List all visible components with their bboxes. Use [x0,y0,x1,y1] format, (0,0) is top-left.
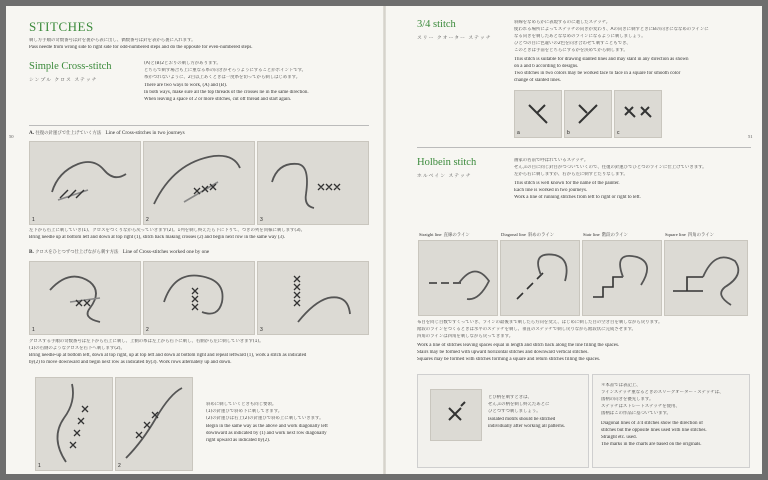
note-right-jp-3: 図柄の向きを優先します。 [601,397,654,402]
stitch-illustration [431,390,481,440]
note-right-jp-5: 図柄はこの作品に基づいています。 [601,411,671,416]
note-right-jp-4: ステッチはストレートステッチを使用、 [601,404,680,409]
stitch-illustration [419,241,497,315]
three-quarter-photo-c [614,90,662,138]
photo-a-2 [143,141,255,225]
three-quarter-desc-en-3: Two stitches in two colors may be worked face to face in a square for smooth color [514,71,681,76]
three-quarter-photo-a [514,90,562,138]
photo-b-3-number: 3 [260,327,263,333]
bottom-caption-jp-1: 斜めに刺していくときも同じ要領。 [206,402,277,407]
three-quarter-desc-jp-2: 使われる場所によってステッチの向きが変わり、Aの向きに刺すときにBの向きにななめのラインに [514,27,709,32]
holbein-subtitle-jp: ホルベイン ステッチ [417,174,472,179]
step-a-title-jp: 往復の針運びで仕上げていく方法 [35,131,102,136]
stitch-illustration [144,262,254,334]
book-gutter [383,6,386,474]
stitch-illustration [615,91,661,137]
note-right-en-2: stitches but the opposite lines used with line stitches. [601,428,707,433]
holbein-desc-jp-1: 画家の名前で呼ばれているステッチ。 [514,158,589,163]
holbein-caption-jp-1: 布目を同じ目数ですくっていき、ラインの最後まで刺したら方向を変え、はじめに刺した目の空き目を刺しながら戻ります。 [417,320,663,325]
step-b-caption-en-1: Bring needle-up at bottom left, down at top right, up at top left and down at bottom right and repeat leftward (1), work a stitch as indicated [29,353,307,358]
photo-b-2 [143,261,255,335]
three-quarter-subtitle-jp: スリー クオーター ステッチ [417,36,492,41]
stitch-illustration [501,241,579,315]
three-quarter-desc-jp-3: なる向きを刺したあとななめのラインになるように刺しましょう。 [514,34,646,39]
step-a-heading [29,130,185,136]
holbein-caption-en-2: Stairs may be formed with upward horizontal stitches and downward vertical stitches. [417,350,589,355]
note-left-jp-1: とび柄を刺すときは、 [488,395,532,400]
stitch-illustration [116,378,192,470]
stitch-illustration [30,142,140,224]
section-desc-en-1: There are two ways to work, (A) and (B). [144,83,228,88]
holbein-photo-stair [582,232,662,316]
stitch-illustration [144,142,254,224]
step-b-caption-en-2: by(2) to move downward and begin next row as indicated by(3). Work rows alternately up and down. [29,360,232,365]
book-spread [6,6,762,474]
three-quarter-desc-en-1: This stitch is suitable for drawing slanted lines and may slant in any direction as shown [514,57,689,62]
section-title-three-quarter: 3/4 stitch [417,19,456,30]
section-desc-jp-3: 糸がつれないように、2目以上あくときは一度糸を切ってから刺しはじめます。 [144,75,301,80]
holbein-desc-jp-2: ぜんぶの目に同じ針目がつづいていくので、往復の針運びでひとつのラインに仕上げていきます。 [514,165,707,170]
holbein-caption-jp-3: 四角のラインは四角を刺しながら戻ってきます。 [417,334,514,339]
holbein-label-diagonal [501,232,554,238]
step-b-title-en: Line of Cross-stitches worked one by one [122,249,210,255]
note-right-en-3: Straight etc. used. [601,435,637,440]
photo-b-1-number: 1 [32,327,35,333]
photo-b-1 [29,261,141,335]
photo-b-2-number: 2 [146,327,149,333]
stitch-illustration [258,262,368,334]
bottom-caption-en-1: Begin in the same way as the above and work diagonally left [206,424,328,429]
stitch-illustration [583,241,661,315]
step-b-label: B. [29,249,34,255]
photo-a-1-number: 1 [32,217,35,223]
photo-b-3 [257,261,369,335]
step-b-caption-jp-2: (1)の右側のようなクロスを右下へ刺します(2)。 [29,346,125,351]
stitch-illustration [515,91,561,137]
photo-a-3-number: 3 [260,217,263,223]
step-b-heading [29,249,209,255]
step-b-caption-jp-1: クロスする手順の奇数番号は左下から右上に刺し、上側の糸は左上から右下に刺し、右側から左に刺していきます(1)。 [29,339,264,344]
holbein-label-square [665,232,714,238]
three-quarter-desc-jp-1: 斜線をなめらかに表現するのに適したステッチ。 [514,20,611,25]
photo-a-2-number: 2 [146,217,149,223]
three-quarter-photo-b-letter: b [567,130,570,136]
section-title-simple-cross: Simple Cross-stitch [29,61,112,72]
note-right-jp-1: ＊本書では表記上、 [601,383,641,388]
holbein-caption-en-1: Work a line of stitches leaving spaces equal in length and stitch back along the line filling the spaces. [417,343,620,348]
holbein-desc-jp-3: 左から右に刺しますが、右から左に刺すとたりなします。 [514,172,628,177]
three-quarter-desc-jp-4: ひとつの目に色違いの2色を向き合わせて刺すこともでき、 [514,41,631,46]
holbein-label-square-en: Square line [665,232,686,237]
holbein-label-stair-jp: 階段のライン [601,233,628,238]
section-title-holbein: Holbein stitch [417,157,477,168]
stitch-illustration [30,262,140,334]
photo-bottom-1 [35,377,113,471]
note-left-en-1: Isolated motifs should be stitched [488,417,556,422]
holbein-desc-en-2: Each line is worked in two journeys. [514,188,588,193]
note-right-jp-2: ラインステッチ重なるときのスリークオーター・ステッチは、 [601,390,724,395]
note-left-en-2: individually after working all patterns. [488,424,566,429]
holbein-label-stair [583,232,628,238]
photo-bottom-2-number: 2 [118,463,121,469]
step-a-caption-jp: 左下から右上に刺していき(1)、クロスをつくりながら戻っていきます(2)。1列を刺し終えたら下に下りて、つぎの列を同様に刺します(3)。 [29,228,306,233]
holbein-label-diagonal-jp: 斜めのライン [527,233,555,238]
note-left-jp-3: ひとつずつ刺しましょう。 [488,409,541,414]
stitch-illustration [36,378,112,470]
photo-bottom-2 [115,377,193,471]
stitch-illustration [258,142,368,224]
intro-jp: 刺し方手順の奇数番号は針を裏から表に出し、偶数番号は針を表から裏に入れます。 [29,38,196,43]
holbein-caption-en-3: Squares may be formed with stitches forming a square and return stitches filling the spaces. [417,357,601,362]
three-quarter-desc-jp-5: このときは手前をどちらにするかを決めてから刺します。 [514,48,628,53]
holbein-label-stair-en: Stair line [583,232,600,237]
section-subtitle-jp: シンプル クロス ステッチ [29,78,98,83]
bottom-caption-jp-2: (1)の針運びで斜め下に刺してきます。 [206,409,283,414]
three-quarter-desc-en-2: on a and b according to designs. [514,64,579,69]
intro-en: Pass needle from wrong side to right side for odd-numbered steps and do the opposite for even-numbered steps. [29,45,253,50]
step-a-label: A. [29,130,35,136]
holbein-desc-en-3: Work a line of running stitches from left to right or right to left. [514,195,641,200]
photo-a-1 [29,141,141,225]
section-desc-en-2: In both ways, make sure all the top threads of the crosses lie in the same direction. [144,90,309,95]
section-desc-en-3: When leaving a space of 2 or more stitches, cut off thread and start again. [144,97,292,102]
note-right-en-4: The marks in the charts are based on the originals. [601,442,702,447]
bottom-caption-en-2: downward as indicated by (1) and work next row diagonally [206,431,327,436]
note-chart-marks [592,374,750,468]
bottom-caption-jp-3: (2)の針運びは右上(2)の針運びで斜め上に刺していきます。 [206,416,324,421]
note-left-jp-2: ぜんぶの柄を刺し終えたあとに [488,402,550,407]
section-desc-jp-1: (A)と(B)2とおりの刺し方があります。 [144,61,221,66]
note-photo [430,389,482,441]
section-desc-jp-2: どちらで刺す場合も上に重なる糸の向きがそろうようにすることがポイントです。 [144,68,307,73]
holbein-caption-jp-2: 階段のラインをつくるときは水平のステッチを刺し、垂直のステッチで刺し戻りながら階段状に完成させます。 [417,327,636,332]
bottom-caption-en-3: right upward as indicated by(2). [206,438,271,443]
stitch-illustration [665,241,747,315]
holbein-photo-straight [418,232,498,316]
three-quarter-photo-b [564,90,612,138]
note-right-en-1: Diagonal lines of 3/4 stitches show the direction of [601,421,703,426]
three-quarter-desc-en-4: change of slanted lines. [514,78,561,83]
holbein-label-square-jp: 四角のライン [687,233,715,238]
holbein-photo-diagonal [500,232,580,316]
divider [29,125,369,126]
step-b-title-jp: クロスをひとつずつ仕上げながら刺す方法 [35,250,119,255]
holbein-label-straight [419,232,470,238]
page-number-right: 51 [748,134,753,139]
holbein-desc-en-1: This stitch is well known for the name of the painter. [514,181,620,186]
step-a-caption-en: Bring needle up at bottom left and down at top right (1), stitch back making crosses (2) and begin next row in the same way (3). [29,235,285,240]
photo-a-3 [257,141,369,225]
page-title: STITCHES [29,19,94,34]
holbein-label-straight-en: Straight line [419,232,442,237]
three-quarter-photo-c-letter: c [617,130,620,136]
holbein-label-straight-jp: 直線のライン [443,233,470,238]
page-number-left: 50 [9,134,14,139]
note-isolated-motifs [417,374,589,468]
step-a-title-en: Line of Cross-stitches in two journeys [105,130,185,136]
divider [417,147,751,148]
photo-bottom-1-number: 1 [38,463,41,469]
three-quarter-photo-a-letter: a [517,130,520,136]
holbein-label-diagonal-en: Diagonal line [501,232,526,237]
stitch-illustration [565,91,611,137]
holbein-photo-square [664,232,748,316]
